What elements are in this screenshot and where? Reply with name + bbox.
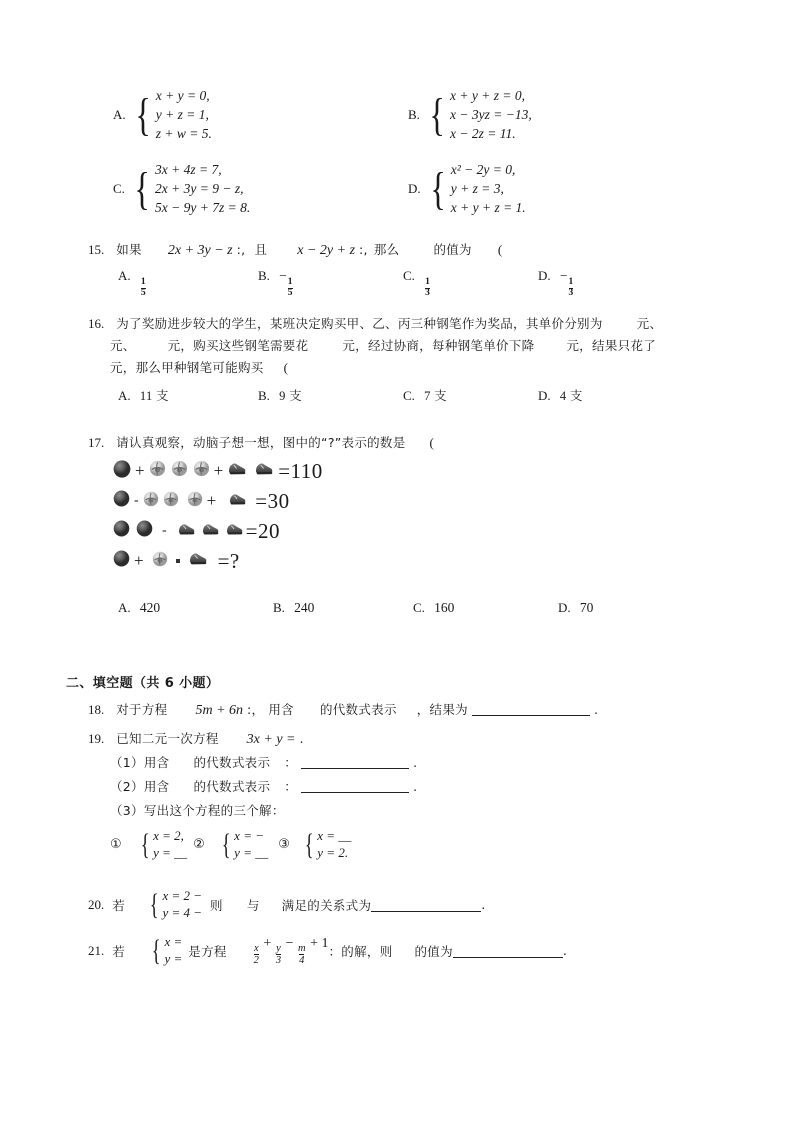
ball-light-icon	[186, 490, 204, 513]
ball-light-icon	[192, 459, 211, 483]
minus-sign: −	[559, 268, 568, 283]
question-text-3: 那么	[373, 242, 400, 257]
question-number: 20.	[88, 896, 105, 912]
option-value: 420	[139, 600, 161, 615]
solution-line: y = 2.	[317, 844, 349, 860]
option-label: C.	[413, 600, 425, 615]
option-value: 9 支	[279, 389, 302, 403]
fraction-numerator: y	[276, 943, 281, 955]
question-19-sub-2	[110, 777, 417, 796]
equation-group	[450, 86, 532, 143]
plus-sign: +	[213, 461, 224, 480]
question-17	[88, 433, 434, 452]
expression-1: 2x + 3y − z	[167, 243, 233, 258]
question-text-3: 的代数式表示	[319, 702, 397, 717]
ball-light-icon	[142, 490, 160, 513]
sub-text: 的代数式表示	[193, 779, 271, 794]
shoe-icon	[176, 521, 196, 542]
fraction-x-over-2	[254, 943, 259, 966]
option-value: 240	[294, 600, 315, 615]
ball-dark-icon	[112, 519, 131, 543]
period: .	[562, 943, 568, 959]
option-value: 11 支	[139, 389, 169, 403]
option-label: A.	[118, 268, 131, 283]
answer-blank[interactable]	[301, 755, 409, 769]
fraction-y-over-3	[276, 943, 281, 966]
answer-blank[interactable]	[301, 779, 409, 793]
shoe-icon	[224, 521, 244, 542]
equation-expression	[253, 936, 329, 966]
question-text: 对于方程	[116, 702, 168, 717]
equation-line: y + z = 3,	[450, 181, 504, 197]
ball-dark-icon	[135, 519, 154, 543]
ball-light-icon	[151, 550, 169, 573]
question-19-solutions	[110, 828, 353, 862]
question-text-3: 与	[246, 897, 260, 913]
fraction-numerator: 1	[425, 276, 430, 287]
q14-option-a[interactable]: A. { x + y = 0, y + z = 1, z + w = 5.	[113, 86, 212, 143]
question-19-sub-3	[110, 801, 285, 820]
option-value	[140, 268, 147, 298]
row-result: =20	[245, 518, 281, 543]
question-15	[88, 240, 502, 259]
question-number: 21.	[88, 942, 105, 958]
sub-label: （3）写出这个方程的三个解：	[110, 803, 285, 818]
q17-option-b[interactable]	[273, 600, 314, 616]
equation-line: x − 3yz = −13,	[450, 107, 532, 123]
q14-option-d[interactable]: D. { x² − 2y = 0, y + z = 3, x + y + z = 1.	[408, 160, 526, 217]
question-number: 18.	[88, 702, 105, 717]
ball-light-icon	[148, 459, 167, 483]
question-21	[88, 934, 567, 968]
question-text: 如果	[116, 242, 142, 257]
question-19	[88, 729, 304, 748]
solution-system-3: { x = __ y = 2.	[304, 827, 352, 861]
solution-system-1: { x = 2, y = __	[140, 827, 188, 861]
question-16-line-2	[110, 336, 656, 355]
plus-sign: +	[263, 935, 272, 951]
open-paren: (	[497, 242, 503, 257]
puzzle-row-2	[112, 486, 323, 516]
sub-label: （2）用含	[110, 779, 170, 794]
q16-option-b[interactable]	[258, 386, 302, 404]
question-number: 15.	[88, 242, 105, 257]
q15-option-a[interactable]	[118, 268, 147, 299]
shoe-icon	[227, 491, 247, 512]
question-text-4: ，结果为	[416, 702, 468, 717]
ball-dark-icon	[112, 489, 131, 513]
expression: 5m + 6n	[195, 703, 244, 718]
question-19-sub-1	[110, 753, 417, 772]
minus-sign: -	[134, 493, 139, 508]
equation-line: y + z = 1,	[155, 107, 209, 123]
ball-light-icon	[170, 459, 189, 483]
q16-option-c[interactable]	[403, 386, 447, 404]
solution-line: x = 2,	[153, 828, 184, 843]
minus-sign: −	[285, 935, 294, 951]
equation-line: x² − 2y = 0,	[450, 162, 516, 177]
equation-line: x + y = 0,	[155, 88, 210, 103]
plus-sign: +	[135, 461, 145, 480]
q17-option-c[interactable]	[413, 600, 454, 616]
question-text-4: 的值为	[414, 943, 453, 959]
open-paren: (	[429, 435, 434, 450]
option-label-a: A.	[113, 106, 126, 122]
shoe-icon	[226, 460, 247, 482]
sub-text: 的代数式表示	[193, 755, 271, 770]
question-number: 19.	[88, 731, 105, 746]
period: .	[481, 897, 486, 913]
q14-option-c[interactable]: C. { 3x + 4z = 7, 2x + 3y = 9 − z, 5x − 9y + 7z = 8.	[113, 160, 250, 217]
period: .	[299, 731, 304, 746]
puzzle-row-1	[112, 456, 323, 486]
fraction-denominator: 5	[287, 287, 293, 298]
punctuation: :,	[236, 242, 246, 257]
option-value	[559, 268, 574, 298]
question-text: 请认真观察，动脑子想一想，图中的“?”表示的数是	[116, 435, 406, 450]
option-value	[279, 268, 293, 298]
equation-line: z + w = 5.	[155, 126, 212, 142]
option-value: 160	[434, 600, 455, 615]
option-label: B.	[258, 388, 270, 403]
unit-c: 元，经过协商，每种钢笔单价下降	[342, 338, 535, 353]
puzzle-row-3	[112, 516, 323, 546]
option-label: D.	[558, 600, 571, 615]
option-label-b: B.	[408, 106, 420, 122]
solution-marker-1: ①	[110, 837, 122, 853]
unit-a: 元、	[110, 338, 136, 353]
fraction-denominator: 3	[425, 287, 430, 298]
fraction-denominator: 4	[299, 955, 305, 967]
equation-line: x + y + z = 1.	[450, 200, 526, 216]
equation-group	[451, 160, 526, 217]
fraction-numerator: m	[297, 943, 306, 955]
q15-option-c[interactable]	[403, 268, 431, 299]
q16-option-d[interactable]	[538, 386, 583, 404]
section-heading-2: 二、填空题（共 6 小题）	[66, 676, 220, 691]
option-value: 70	[579, 600, 594, 615]
fraction-numerator: 1	[140, 276, 146, 287]
question-text-4: 满足的关系式为	[281, 897, 372, 913]
question-text: 为了奖励进步较大的学生，某班决定购买甲、乙、丙三种钢笔作为奖品，其单价分别为	[116, 316, 603, 331]
equation-group	[155, 160, 250, 217]
question-text-2: 用含	[268, 702, 294, 717]
q16-option-a[interactable]	[118, 386, 169, 404]
q15-option-b[interactable]	[258, 268, 294, 299]
plus-sign: +	[134, 551, 144, 570]
option-label: A.	[118, 388, 131, 403]
option-label: D.	[538, 268, 551, 283]
question-text-2: 是方程	[188, 943, 227, 959]
answer-blank[interactable]	[453, 944, 563, 958]
question-18	[88, 700, 598, 719]
condition-line: x =	[164, 934, 183, 949]
question-text-2: 则	[210, 897, 223, 913]
fraction-numerator: x	[253, 943, 259, 955]
sub-label: （1）用含	[110, 755, 170, 770]
fraction-denominator: 3	[275, 955, 282, 967]
puzzle-figure	[112, 456, 323, 576]
question-text-2: 且	[254, 242, 268, 257]
row-result: =30	[255, 488, 290, 513]
colon: ：	[328, 943, 342, 959]
equation-line: x − 2z = 11.	[450, 126, 516, 142]
condition-line: y = 4 −	[162, 904, 203, 920]
condition-line: y =	[164, 950, 183, 966]
question-text-3: 的解，则	[341, 943, 393, 959]
fraction-denominator: 5	[140, 287, 146, 298]
ball-dark-icon	[112, 549, 131, 573]
option-value	[424, 268, 431, 298]
expression-tail: + 1	[310, 935, 329, 951]
equation-line: 3x + 4z = 7,	[155, 162, 222, 177]
equation-line: 2x + 3y = 9 − z,	[155, 181, 244, 197]
option-value: 4 支	[559, 389, 583, 403]
multiplication-dot	[176, 559, 180, 563]
row-result: =110	[278, 458, 323, 483]
condition-system: { x = 2 − y = 4 −	[149, 887, 203, 921]
ball-light-icon	[162, 490, 180, 513]
expression-2: x − 2y + z	[297, 243, 356, 258]
question-text-4: 的值为	[433, 242, 472, 257]
answer-blank[interactable]	[371, 898, 481, 912]
punctuation: :，	[247, 702, 265, 717]
fraction-denominator: 2	[253, 955, 259, 967]
period: .	[593, 702, 599, 717]
plus-sign: +	[206, 491, 217, 510]
ball-dark-icon	[112, 459, 132, 484]
question-text: 已知二元一次方程	[116, 731, 219, 746]
expression: 3x + y =	[246, 732, 296, 747]
solution-line: x = __	[317, 828, 352, 843]
solution-system-2: { x = − y = __	[221, 827, 269, 861]
q17-option-d[interactable]	[558, 600, 593, 616]
question-number: 17.	[88, 435, 105, 450]
question-text-3: 元，那么甲种钢笔可能购买	[110, 360, 264, 375]
solution-line: x = −	[234, 828, 264, 843]
open-paren: (	[283, 360, 288, 375]
minus-sign: -	[162, 523, 167, 538]
colon: ：	[284, 755, 298, 770]
option-value: 7 支	[424, 389, 447, 403]
q15-option-d[interactable]	[538, 268, 574, 299]
option-label: B.	[273, 600, 285, 615]
q17-option-a[interactable]	[118, 600, 160, 616]
solution-marker-2: ②	[193, 837, 205, 853]
question-16-line-3	[110, 358, 288, 377]
fraction-denominator: 3	[568, 287, 574, 298]
answer-blank[interactable]	[472, 702, 590, 716]
question-text-tail: 元、	[636, 316, 663, 331]
option-label: A.	[118, 600, 131, 615]
q14-option-b[interactable]: B. { x + y + z = 0, x − 3yz = −13, x − 2z = 11.	[408, 86, 532, 143]
question-text: 若	[112, 897, 126, 913]
shoe-icon	[187, 550, 208, 572]
period: .	[413, 755, 418, 770]
equation-group	[156, 86, 212, 143]
shoe-icon	[200, 521, 220, 542]
option-label: C.	[403, 388, 415, 403]
fraction-numerator: 1	[287, 276, 293, 287]
question-16-line-1	[88, 314, 662, 333]
condition-line: x = 2 −	[162, 888, 203, 903]
question-number: 16.	[88, 316, 105, 331]
puzzle-row-4	[112, 546, 323, 576]
shoe-icon	[253, 460, 274, 482]
colon: ：	[284, 779, 298, 794]
question-text: 若	[112, 943, 126, 959]
option-label: B.	[258, 268, 270, 283]
row-result: =?	[217, 548, 240, 573]
solution-line: y = __	[153, 844, 188, 860]
option-label-c: C.	[113, 180, 125, 196]
equation-line: x + y + z = 0,	[450, 88, 525, 103]
option-label: D.	[538, 388, 551, 403]
solution-line: y = __	[234, 844, 269, 860]
unit-b: 元，购买这些钢笔需要花	[167, 338, 309, 353]
punctuation: :,	[359, 242, 368, 257]
option-label-d: D.	[408, 180, 421, 196]
unit-d: 元，结果只花了	[566, 338, 657, 353]
option-label: C.	[403, 268, 415, 283]
solution-marker-3: ③	[278, 837, 290, 853]
fraction-numerator: 1	[568, 276, 574, 287]
question-20	[88, 888, 486, 922]
condition-system: { x = y =	[151, 933, 183, 967]
fraction-m-over-4	[298, 943, 306, 966]
period: .	[413, 779, 418, 794]
minus-sign: −	[279, 268, 287, 283]
equation-line: 5x − 9y + 7z = 8.	[155, 200, 251, 216]
